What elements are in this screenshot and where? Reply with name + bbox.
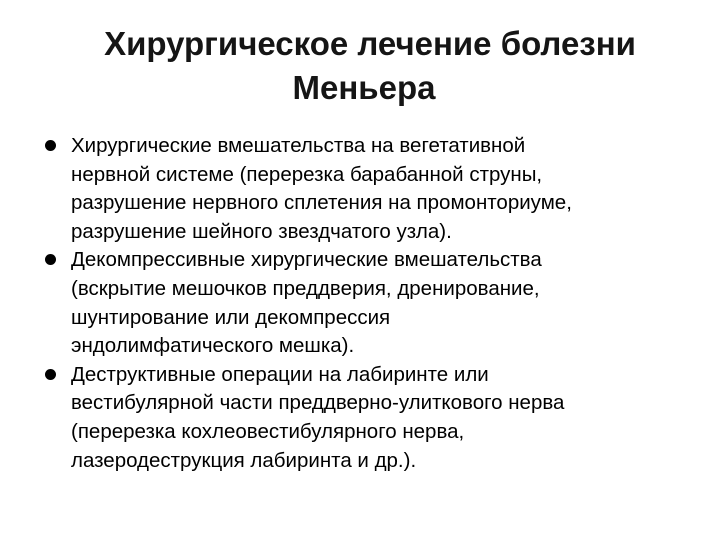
bullet-item-surgery-vegetative [42,132,692,246]
bullet-text-line: разрушение нервного сплетения на промонториуме, [71,191,572,215]
bullet-text-line: Деструктивные операции на лабиринте или [71,362,489,386]
bullet-item-decompression [42,246,692,360]
bullet-text-line: (перерезка кохлеовестибулярного нерва, [71,419,465,443]
title-line: Хирургическое лечение болезни [104,25,636,62]
bullet-text-line: Декомпрессивные хирургические вмешательства [71,248,542,272]
bullet-dot-icon [45,369,56,380]
bullet-text-line: вестибулярной части преддверно-улиткового нерва [71,391,565,415]
bullet-dot-icon [45,140,56,151]
title-line: Меньера [292,69,436,106]
bullet-text-line: лазеродеструкция лабиринта и др.). [71,448,417,472]
bullet-text-line: (вскрытие мешочков преддверия, дренирование, [71,276,540,300]
slide-title [0,22,720,110]
bullet-dot-icon [45,254,56,265]
bullet-text-line: эндолимфатического мешка). [71,334,355,358]
bullet-item-destructive [42,361,692,475]
bullet-list [42,132,692,475]
bullet-text-line: разрушение шейного звездчатого узла). [71,219,452,243]
bullet-text-line: Хирургические вмешательства на вегетативной [71,134,526,157]
bullet-text-line: нервной системе (перерезка барабанной струны, [71,162,543,186]
bullet-text-line: шунтирование или декомпрессия [71,305,391,329]
